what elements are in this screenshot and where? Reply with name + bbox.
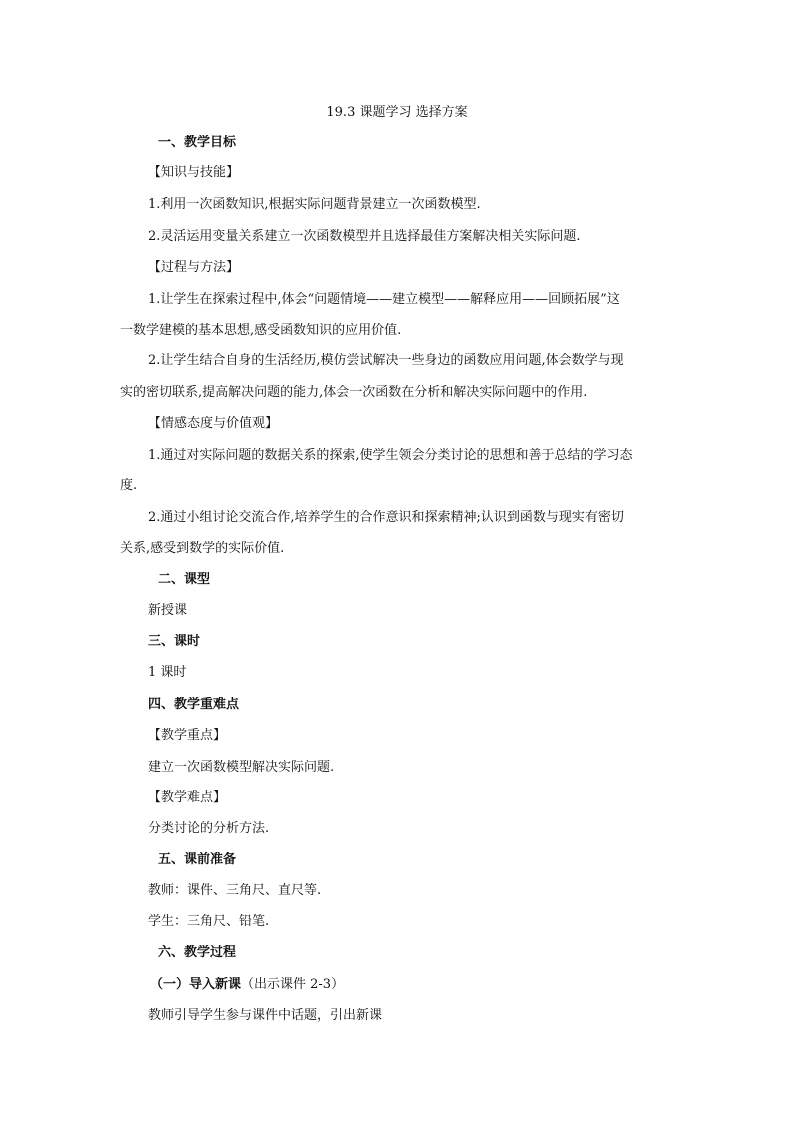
paragraph: 分类讨论的分析方法. [148, 821, 270, 836]
section-heading-preparation: 五、课前准备 [158, 852, 237, 867]
subheading-difficulty: 【教学难点】 [148, 790, 227, 805]
paragraph: 实的密切联系,提高解决问题的能力,体会一次函数在分析和解决实际问题中的作用. [120, 385, 588, 400]
subsection-heading-bold: （一）导入新课 [150, 977, 242, 992]
paragraph: 关系,感受到数学的实际价值. [120, 541, 285, 556]
paragraph: 2.让学生结合自身的生活经历,模仿尝试解决一些身边的函数应用问题,体会数学与现 [148, 353, 624, 368]
paragraph: 一数学建模的基本思想,感受函数知识的应用价值. [120, 323, 402, 338]
section-heading-key-points: 四、教学重难点 [148, 697, 240, 712]
paragraph: 1.让学生在探索过程中,体会“问题情境——建立模型——解释应用——回顾拓展”这 [148, 292, 620, 307]
section-heading-objectives: 一、教学目标 [158, 135, 237, 150]
paragraph: 新授课 [148, 603, 188, 618]
subsection-heading-note: （出示课件 2-3） [241, 977, 345, 992]
paragraph: 2.通过小组讨论交流合作,培养学生的合作意识和探索精神;认识到函数与现实有密切 [148, 510, 624, 525]
section-heading-process: 六、教学过程 [158, 945, 237, 960]
section-heading-type: 二、课型 [158, 572, 211, 587]
paragraph: 度. [120, 478, 138, 493]
section-heading-hours: 三、课时 [148, 634, 201, 649]
paragraph: 1.利用一次函数知识,根据实际问题背景建立一次函数模型. [148, 197, 481, 212]
paragraph: 教师：课件、三角尺、直尺等. [148, 883, 322, 898]
subsection-heading [150, 977, 710, 993]
paragraph: 教师引导学生参与课件中话题，引出新课 [148, 1008, 383, 1023]
page-title: 19.3 课题学习 选择方案 [326, 105, 468, 120]
paragraph: 学生：三角尺、铅笔. [148, 914, 270, 929]
subheading-knowledge: 【知识与技能】 [148, 165, 240, 180]
paragraph: 2.灵活运用变量关系建立一次函数模型并且选择最佳方案解决相关实际问题. [148, 229, 581, 244]
subheading-focus: 【教学重点】 [148, 728, 227, 743]
subheading-attitude: 【情感态度与价值观】 [148, 416, 279, 431]
paragraph: 1 课时 [148, 665, 187, 680]
paragraph: 1.通过对实际问题的数据关系的探索,使学生领会分类讨论的思想和善于总结的学习态 [148, 448, 633, 463]
paragraph: 建立一次函数模型解决实际问题. [148, 760, 335, 775]
subheading-process: 【过程与方法】 [148, 260, 240, 275]
